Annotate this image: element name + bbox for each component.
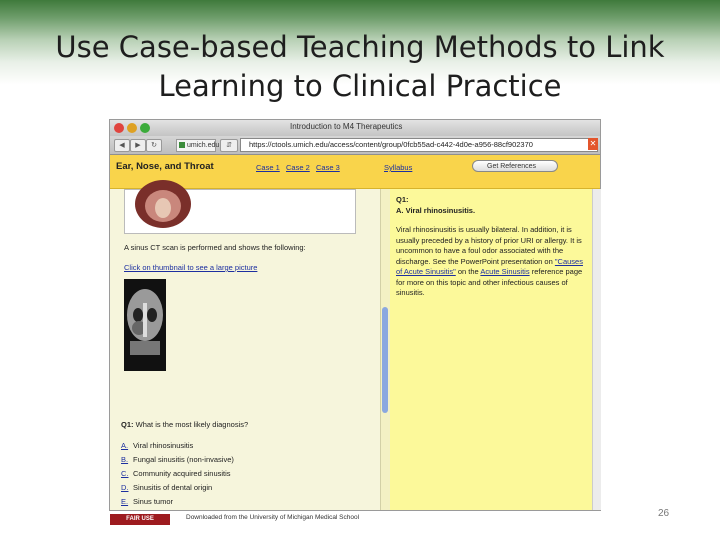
forward-icon[interactable]: ▶	[130, 139, 146, 152]
option-text: Fungal sinusitis (non-invasive)	[133, 455, 234, 464]
option-key: C.	[121, 469, 129, 478]
case-3-link[interactable]: Case 3	[316, 163, 340, 172]
answer-explanation	[396, 225, 588, 299]
slide-footer: Downloaded from the University of Michigan Medical School	[186, 514, 360, 521]
minimize-window-icon[interactable]	[127, 123, 137, 133]
option-text: Sinusitis of dental origin	[133, 483, 213, 492]
course-nav-bar	[110, 155, 600, 189]
back-icon[interactable]: ◀	[114, 139, 130, 152]
endoscopy-image[interactable]	[124, 189, 356, 234]
case-content	[110, 189, 600, 510]
ct-scan-thumbnail[interactable]	[124, 279, 166, 371]
answer-option-a[interactable]	[121, 441, 193, 450]
answer-option-e[interactable]	[121, 497, 173, 506]
snapback-icon[interactable]: ⇵	[220, 139, 238, 152]
question-prompt	[121, 420, 248, 430]
page-number: 26	[658, 508, 670, 519]
url-text: https://ctools.umich.edu/access/content/group/0fcb55ad-c442-4d0e-a956-88cf902370	[249, 140, 533, 149]
option-text: Community acquired sinusitis	[133, 469, 231, 478]
answer-option-d[interactable]	[121, 483, 212, 492]
browser-window	[110, 120, 600, 510]
ct-description: A sinus CT scan is performed and shows the following:	[124, 243, 306, 252]
window-titlebar	[110, 120, 600, 136]
case-panel	[118, 189, 380, 510]
page-scrollbar[interactable]	[592, 189, 601, 510]
references-label: Get References	[487, 163, 537, 170]
section-title: Ear, Nose, and Throat	[116, 161, 214, 172]
question-label: Q1:	[121, 420, 134, 429]
syllabus-link[interactable]: Syllabus	[384, 163, 413, 172]
window-title: Introduction to M4 Therapeutics	[290, 122, 403, 131]
fair-use-badge: FAIR USE	[110, 514, 170, 525]
option-key: B.	[121, 455, 129, 464]
favicon-icon	[179, 142, 185, 148]
references-dropdown[interactable]	[472, 160, 558, 172]
reload-icon[interactable]: ↻	[146, 139, 162, 152]
answer-option-c[interactable]	[121, 469, 231, 478]
option-key: E.	[121, 497, 129, 506]
option-key: A.	[121, 441, 129, 450]
option-key: D.	[121, 483, 129, 492]
explanation-tail: reference page for more on this topic and other infectious causes of sinusitis.	[396, 267, 583, 297]
explanation-text: Viral rhinosinusitis is usually bilateral. In addition, it is usually preceded by a history of prior URI or allergy. It is uncommon to have a foul odor associated with the discharge. See the PowerPoint presentation on	[396, 225, 582, 266]
case-1-link[interactable]: Case 1	[256, 163, 280, 172]
zoom-window-icon[interactable]	[140, 123, 150, 133]
answer-option-b[interactable]	[121, 455, 234, 464]
answer-panel	[390, 189, 592, 510]
question-text: What is the most likely diagnosis?	[135, 420, 249, 429]
answer-title: A. Viral rhinosinusitis.	[396, 206, 476, 215]
slide-title-line-2: Learning to Clinical Practice	[158, 69, 562, 103]
stop-load-icon[interactable]: ✕	[589, 139, 597, 148]
url-bar[interactable]	[240, 138, 598, 152]
option-text: Viral rhinosinusitis	[133, 441, 194, 450]
explanation-mid: on the	[457, 267, 479, 276]
bookmark-label: umich.edu	[187, 142, 220, 149]
close-window-icon[interactable]	[114, 123, 124, 133]
option-text: Sinus tumor	[133, 497, 174, 506]
browser-toolbar	[110, 136, 600, 155]
scroll-thumb[interactable]	[382, 307, 388, 413]
bookmark-tab[interactable]	[176, 139, 220, 152]
answer-q-label: Q1:	[396, 195, 409, 204]
causes-acute-sinusitis-link[interactable]: "Causes of Acute Sinusitis"	[396, 256, 583, 276]
slide-title	[20, 28, 700, 106]
slide-title-line-1: Use Case-based Teaching Methods to Link	[55, 30, 665, 64]
acute-sinusitis-link[interactable]: Acute Sinusitis	[480, 267, 530, 276]
thumbnail-link[interactable]: Click on thumbnail to see a large picture	[124, 263, 258, 272]
case-2-link[interactable]: Case 2	[286, 163, 310, 172]
